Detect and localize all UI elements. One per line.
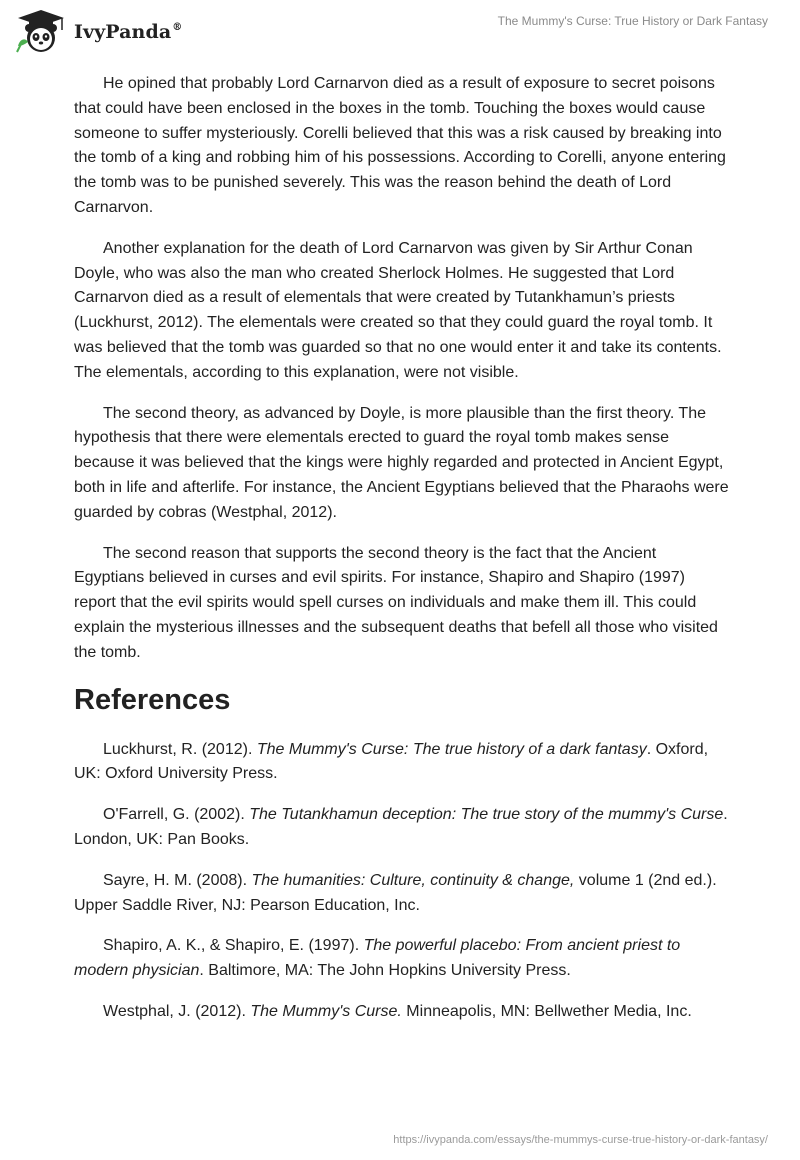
- body-paragraph: Another explanation for the death of Lord Carnarvon was given by Sir Arthur Conan Doyle, who was also the man who created Sherlock Holmes. He suggested that Lord Carnarvon died as a result of elementals that were created by Tutankhamun’s priests (Luckhurst, 2012). The elementals were created so that they could guard the royal tomb. It was believed that the tomb was guarded so that no one would enter it and take its contents. The elementals, according to this explanation, were not visible.: [74, 239, 722, 381]
- references-heading: References: [74, 683, 231, 716]
- body-paragraph: The second reason that supports the second theory is the fact that the Ancient Egyptians believed in curses and evil spirits. For instance, Shapiro and Shapiro (1997) report that the evil spirits would spell curses on individuals and make them ill. This could explain the mysterious illnesses and the subsequent deaths that befell all those who visited the tomb.: [74, 544, 718, 661]
- reference-entry: Luckhurst, R. (2012). The Mummy's Curse: The true history of a dark fantasy. Oxford, UK: Oxford University Press.: [74, 740, 709, 783]
- body-paragraph: The second theory, as advanced by Doyle, is more plausible than the first theory. The hypothesis that there were elementals erected to guard the royal tomb makes sense because it was believed that the kings were highly regarded and protected in Ancient Egypt, both in life and afterlife. For instance, the Ancient Egyptians believed that the Pharaohs were guarded by cobras (Westphal, 2012).: [74, 404, 729, 521]
- document-title: The Mummy's Curse: True History or Dark Fantasy: [497, 14, 768, 28]
- page-header: [0, 0, 800, 66]
- reference-entry: Westphal, J. (2012). The Mummy's Curse. Minneapolis, MN: Bellwether Media, Inc.: [103, 1002, 692, 1020]
- reference-entry: Sayre, H. M. (2008). The humanities: Culture, continuity & change, volume 1 (2nd ed.). Upper Saddle River, NJ: Pearson Education, Inc.: [74, 871, 717, 914]
- essay-body: [74, 72, 729, 1041]
- source-url-link[interactable]: https://ivypanda.com/essays/the-mummys-curse-true-history-or-dark-fantasy/: [393, 1134, 768, 1146]
- reference-entry: O'Farrell, G. (2002). The Tutankhamun deception: The true story of the mummy's Curse. London, UK: Pan Books.: [74, 806, 728, 848]
- body-paragraph: He opined that probably Lord Carnarvon died as a result of exposure to secret poisons that could have been enclosed in the boxes in the tomb. Touching the boxes would cause someone to suffer mysteriously. Corelli believed that this was a risk caused by breaking into the tomb of a king and robbing him of his possessions. According to Corelli, anyone entering the tomb was to be punished severely. This was the reason behind the death of Lord Carnarvon.: [74, 75, 726, 216]
- ivypanda-logo[interactable]: [14, 8, 182, 54]
- panda-graduate-icon: [14, 8, 68, 54]
- reference-entry: Shapiro, A. K., & Shapiro, E. (1997). The powerful placebo: From ancient priest to modern physician. Baltimore, MA: The John Hopkins University Press.: [74, 937, 681, 980]
- logo-wordmark: IvyPanda®: [74, 21, 183, 43]
